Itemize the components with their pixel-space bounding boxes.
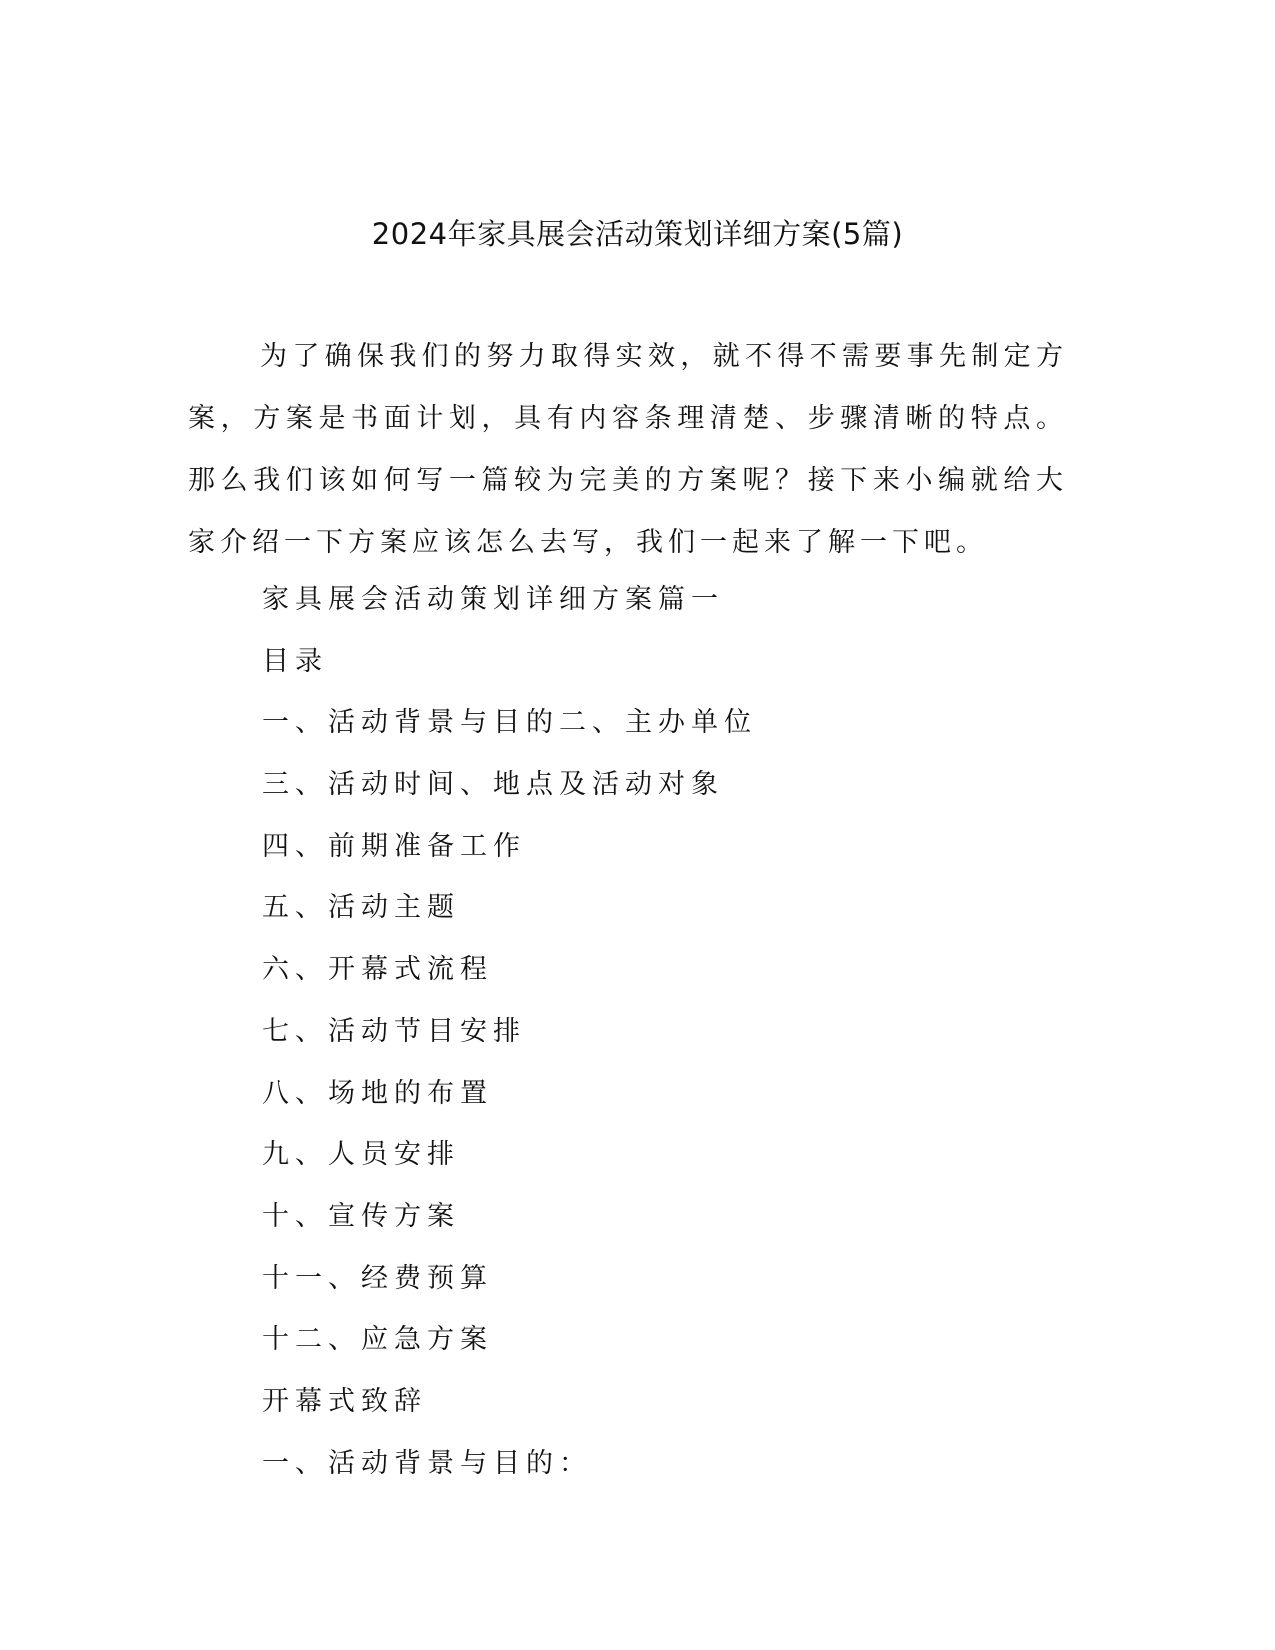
toc-item: 一、活动背景与目的二、主办单位	[262, 707, 757, 739]
toc-item: 六、开幕式流程	[262, 954, 493, 986]
toc-item: 十、宣传方案	[262, 1200, 460, 1232]
toc-item: 十一、经费预算	[262, 1262, 493, 1294]
toc-item: 五、活动主题	[262, 892, 460, 924]
toc-heading: 目录	[262, 645, 328, 677]
section-heading: 家具展会活动策划详细方案篇一	[262, 584, 724, 615]
toc-item: 开幕式致辞	[262, 1385, 427, 1417]
toc-item: 九、人员安排	[262, 1139, 460, 1171]
toc-item: 四、前期准备工作	[262, 830, 526, 862]
document-title: 2024年家具展会活动策划详细方案(5篇)	[371, 217, 904, 251]
toc-item: 七、活动节目安排	[262, 1015, 526, 1047]
content-lines	[262, 569, 757, 1494]
intro-paragraph: 为了确保我们的努力取得实效，就不得不需要事先制定方案，方案是书面计划，具有内容条理清楚、步骤清晰的特点。那么我们该如何写一篇较为完美的方案呢？接下来小编就给大家介绍一下方案应该怎么去写，我们一起来了解一下吧。	[188, 341, 1068, 558]
toc-item: 三、活动时间、地点及活动对象	[262, 769, 724, 801]
toc-item: 八、场地的布置	[262, 1077, 493, 1109]
body-heading: 一、活动背景与目的：	[262, 1447, 592, 1479]
toc-item: 十二、应急方案	[262, 1324, 493, 1356]
